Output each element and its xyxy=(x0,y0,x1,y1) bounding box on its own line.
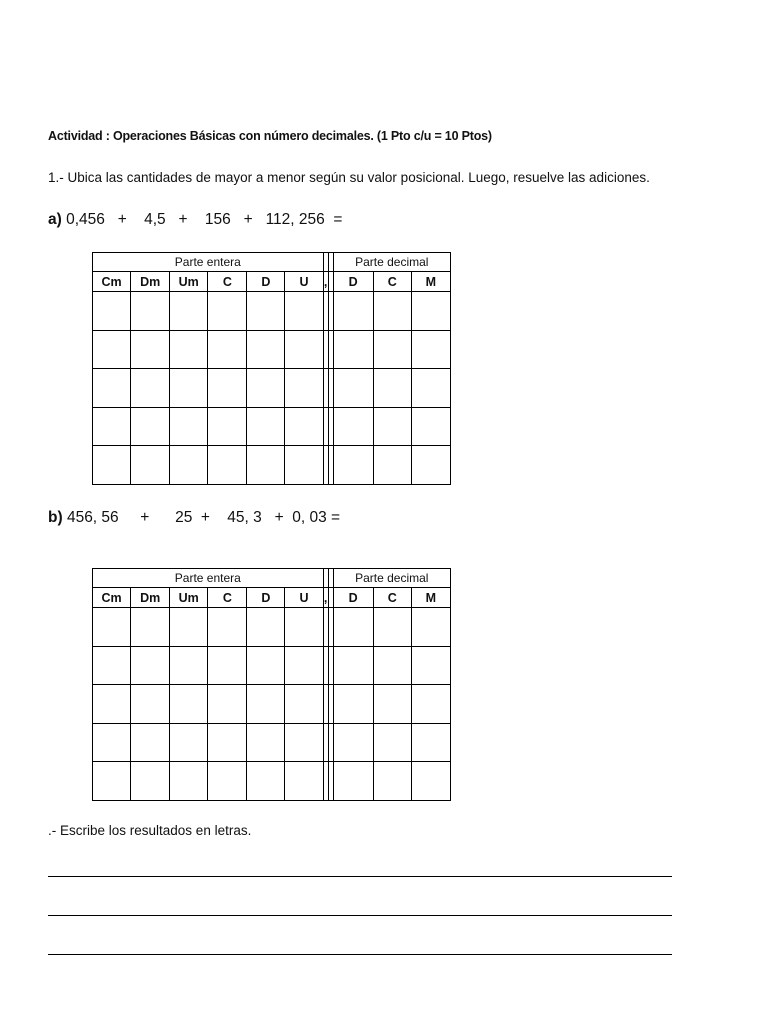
comma-header: , xyxy=(323,588,328,608)
instruction-text: 1.- Ubica las cantidades de mayor a menor según su valor posicional. Luego, resuelve las adiciones. xyxy=(48,170,650,185)
table-row xyxy=(93,330,451,369)
column-header: C xyxy=(208,588,247,608)
answer-cell[interactable] xyxy=(373,723,411,762)
answer-cell[interactable] xyxy=(131,762,170,801)
answer-cell[interactable] xyxy=(333,608,373,647)
answer-cell[interactable] xyxy=(131,685,170,724)
answer-cell[interactable] xyxy=(285,407,323,446)
answer-cell[interactable] xyxy=(170,369,208,408)
answer-cell[interactable] xyxy=(247,608,285,647)
column-header: D xyxy=(247,588,285,608)
answer-cell[interactable] xyxy=(131,646,170,685)
answer-cell[interactable] xyxy=(411,330,450,369)
table-row xyxy=(93,369,451,408)
answer-cell[interactable] xyxy=(285,292,323,331)
answer-cell[interactable] xyxy=(333,762,373,801)
answer-cell[interactable] xyxy=(411,646,450,685)
answer-cell[interactable] xyxy=(208,292,247,331)
answer-cell[interactable] xyxy=(247,762,285,801)
answer-cell[interactable] xyxy=(373,407,411,446)
answer-cell[interactable] xyxy=(411,369,450,408)
answer-cell[interactable] xyxy=(285,608,323,647)
answer-cell[interactable] xyxy=(93,723,131,762)
answer-cell[interactable] xyxy=(131,446,170,485)
exercise-a xyxy=(48,211,342,229)
answer-prompt: .- Escribe los resultados en letras. xyxy=(48,823,252,838)
place-value-table-b xyxy=(92,568,451,801)
answer-cell[interactable] xyxy=(333,646,373,685)
group-header-integer: Parte entera xyxy=(93,253,324,272)
answer-cell[interactable] xyxy=(93,446,131,485)
answer-cell[interactable] xyxy=(411,608,450,647)
column-header: Um xyxy=(170,272,208,292)
answer-cell[interactable] xyxy=(170,330,208,369)
answer-cell[interactable] xyxy=(411,292,450,331)
column-header: D xyxy=(247,272,285,292)
answer-cell[interactable] xyxy=(208,646,247,685)
answer-cell[interactable] xyxy=(170,292,208,331)
group-header-decimal: Parte decimal xyxy=(333,253,450,272)
answer-cell[interactable] xyxy=(208,608,247,647)
answer-cell[interactable] xyxy=(285,369,323,408)
column-header: M xyxy=(411,588,450,608)
answer-cell[interactable] xyxy=(285,762,323,801)
answer-cell[interactable] xyxy=(93,330,131,369)
answer-cell[interactable] xyxy=(208,723,247,762)
answer-cell[interactable] xyxy=(373,646,411,685)
answer-cell[interactable] xyxy=(93,685,131,724)
answer-cell[interactable] xyxy=(333,330,373,369)
column-header: U xyxy=(285,588,323,608)
answer-cell[interactable] xyxy=(247,330,285,369)
answer-cell[interactable] xyxy=(333,292,373,331)
answer-cell[interactable] xyxy=(333,723,373,762)
answer-cell[interactable] xyxy=(285,723,323,762)
answer-cell[interactable] xyxy=(373,369,411,408)
column-header: Dm xyxy=(131,272,170,292)
answer-cell[interactable] xyxy=(411,685,450,724)
answer-cell[interactable] xyxy=(373,762,411,801)
answer-cell[interactable] xyxy=(93,646,131,685)
column-header: Cm xyxy=(93,588,131,608)
place-value-table-a xyxy=(92,252,451,485)
column-header: U xyxy=(285,272,323,292)
group-header-decimal: Parte decimal xyxy=(333,569,450,588)
exercise-b-expression: 456, 56 + 25 + 45, 3 + 0, 03 = xyxy=(62,509,341,526)
answer-cell[interactable] xyxy=(247,369,285,408)
column-header: C xyxy=(208,272,247,292)
column-header: D xyxy=(333,272,373,292)
column-header: Dm xyxy=(131,588,170,608)
table-row xyxy=(93,608,451,647)
answer-cell[interactable] xyxy=(247,723,285,762)
answer-cell[interactable] xyxy=(131,292,170,331)
answer-cell[interactable] xyxy=(131,407,170,446)
column-header: Cm xyxy=(93,272,131,292)
table-row xyxy=(93,292,451,331)
comma-header: , xyxy=(323,272,328,292)
table-row xyxy=(93,646,451,685)
answer-cell[interactable] xyxy=(93,762,131,801)
answer-cell[interactable] xyxy=(411,762,450,801)
activity-title: Actividad : Operaciones Básicas con número decimales. (1 Pto c/u = 10 Ptos) xyxy=(48,129,492,143)
answer-cell[interactable] xyxy=(411,407,450,446)
answer-cell[interactable] xyxy=(131,608,170,647)
table-row xyxy=(93,723,451,762)
answer-cell[interactable] xyxy=(131,723,170,762)
answer-cell[interactable] xyxy=(411,446,450,485)
answer-cell[interactable] xyxy=(285,685,323,724)
exercise-b-label: b) xyxy=(48,509,63,526)
group-header-integer: Parte entera xyxy=(93,569,324,588)
answer-cell[interactable] xyxy=(208,685,247,724)
answer-line[interactable] xyxy=(48,915,672,916)
table-row xyxy=(93,446,451,485)
column-header: M xyxy=(411,272,450,292)
answer-cell[interactable] xyxy=(333,369,373,408)
answer-cell[interactable] xyxy=(131,369,170,408)
column-header: C xyxy=(373,272,411,292)
answer-cell[interactable] xyxy=(131,330,170,369)
column-header: D xyxy=(333,588,373,608)
answer-cell[interactable] xyxy=(93,369,131,408)
answer-line[interactable] xyxy=(48,954,672,955)
answer-cell[interactable] xyxy=(208,369,247,408)
answer-cell[interactable] xyxy=(208,446,247,485)
answer-cell[interactable] xyxy=(333,685,373,724)
table-row xyxy=(93,762,451,801)
answer-cell[interactable] xyxy=(170,407,208,446)
answer-cell[interactable] xyxy=(373,685,411,724)
answer-cell[interactable] xyxy=(170,762,208,801)
answer-cell[interactable] xyxy=(247,685,285,724)
answer-cell[interactable] xyxy=(170,723,208,762)
answer-cell[interactable] xyxy=(208,330,247,369)
answer-cell[interactable] xyxy=(373,330,411,369)
answer-cell[interactable] xyxy=(170,685,208,724)
answer-cell[interactable] xyxy=(247,646,285,685)
answer-cell[interactable] xyxy=(411,723,450,762)
answer-cell[interactable] xyxy=(93,292,131,331)
answer-cell[interactable] xyxy=(247,446,285,485)
answer-cell[interactable] xyxy=(285,646,323,685)
answer-cell[interactable] xyxy=(333,407,373,446)
table-row xyxy=(93,407,451,446)
column-header: Um xyxy=(170,588,208,608)
answer-cell[interactable] xyxy=(170,608,208,647)
answer-cell[interactable] xyxy=(373,446,411,485)
table-row xyxy=(93,685,451,724)
answer-cell[interactable] xyxy=(373,608,411,647)
answer-cell[interactable] xyxy=(247,407,285,446)
answer-cell[interactable] xyxy=(285,330,323,369)
exercise-a-label: a) xyxy=(48,211,62,228)
answer-cell[interactable] xyxy=(170,446,208,485)
answer-cell[interactable] xyxy=(285,446,323,485)
answer-cell[interactable] xyxy=(170,646,208,685)
answer-cell[interactable] xyxy=(93,608,131,647)
exercise-a-expression: 0,456 + 4,5 + 156 + 112, 256 = xyxy=(61,211,343,228)
answer-cell[interactable] xyxy=(93,407,131,446)
exercise-b xyxy=(48,509,340,527)
column-header: C xyxy=(373,588,411,608)
answer-cell[interactable] xyxy=(373,292,411,331)
answer-cell[interactable] xyxy=(208,762,247,801)
answer-cell[interactable] xyxy=(333,446,373,485)
answer-line[interactable] xyxy=(48,876,672,877)
answer-cell[interactable] xyxy=(208,407,247,446)
answer-cell[interactable] xyxy=(247,292,285,331)
